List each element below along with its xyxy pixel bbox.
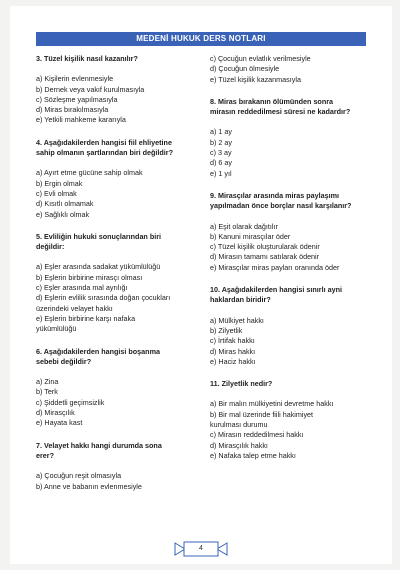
option: kurulması durumu <box>210 420 268 430</box>
question-10: 10. Aşağıdakilerden hangisi sınırlı ayni <box>210 285 342 295</box>
option: c) İrtifak hakkı <box>210 336 255 346</box>
option: a) Çocuğun reşit olmasıyla <box>36 471 122 481</box>
option: b) Zilyetlik <box>210 325 243 335</box>
question-4-cont: sahip olmanın şartlarından biri değildir? <box>36 148 173 158</box>
option: b) Dernek veya vakıf kurulmasıyla <box>36 84 145 94</box>
option: b) 2 ay <box>210 137 232 147</box>
option: a) Mülkiyet hakkı <box>210 315 264 325</box>
option: d) Eşlerin evlilik sırasında doğan çocukları <box>36 293 171 303</box>
option: e) Nafaka talep etme hakkı <box>210 450 296 460</box>
question-5: 5. Evliliğin hukuki sonuçlarından biri <box>36 231 162 241</box>
option: b) Anne ve babanın evlenmesiyle <box>36 481 142 491</box>
option: b) Eşlerin birbirine mirasçı olması <box>36 272 143 282</box>
question-4: 4. Aşağıdakilerden hangisi fiil ehliyetine <box>36 137 172 147</box>
option: d) Kısıtlı olmamak <box>36 199 94 209</box>
option: d) Mirasçılık hakkı <box>210 440 268 450</box>
page-number: 4 <box>199 545 203 552</box>
option: b) Ergin olmak <box>36 178 83 188</box>
option: a) Ayırt etme gücüne sahip olmak <box>36 168 143 178</box>
option: a) 1 ay <box>210 127 232 137</box>
option: e) 1 yıl <box>210 168 232 178</box>
question-6: 6. Aşağıdakilerden hangisi boşanma <box>36 346 160 356</box>
question-8-cont: mirasın reddedilmesi süresi ne kadardır? <box>210 107 351 117</box>
question-8: 8. Miras bırakanın ölümünden sonra <box>210 96 334 106</box>
option: e) Yetkili mahkeme kararıyla <box>36 115 126 125</box>
page-number-badge <box>173 541 229 557</box>
option: d) Mirasın tamamı satılarak ödenir <box>210 252 320 262</box>
option: d) Miras hakkı <box>210 346 256 356</box>
question-11: 11. Zilyetlik nedir? <box>210 379 273 389</box>
option: üzerindeki velayet hakkı <box>36 303 113 313</box>
option: e) Hayata kast <box>36 418 83 428</box>
question-9-cont: yapılmadan önce borçlar nasıl karşılanır? <box>210 201 352 211</box>
option: e) Mirasçılar miras payları oranında öder <box>210 262 340 272</box>
question-7: 7. Velayet hakkı hangi durumda sona <box>36 440 162 450</box>
option: d) 6 ay <box>210 158 232 168</box>
right-column <box>210 54 370 461</box>
option: c) Mirasın reddedilmesi hakkı <box>210 430 304 440</box>
option: b) Terk <box>36 387 58 397</box>
question-10-cont: haklardan biridir? <box>210 295 271 305</box>
option: d) Mirasçılık <box>36 408 75 418</box>
option: b) Bir mal üzerinde fiili hakimiyet <box>210 409 314 419</box>
document-page <box>10 6 392 564</box>
option: e) Sağlıklı olmak <box>36 209 90 219</box>
option: yükümlülüğü <box>36 324 77 334</box>
option: c) Sözleşme yapılmasıyla <box>36 94 118 104</box>
option: c) Şiddetli geçimsizlik <box>36 397 105 407</box>
page-title: MEDENİ HUKUK DERS NOTLARI <box>36 32 366 46</box>
option: a) Bir malın mülkiyetini devretme hakkı <box>210 399 334 409</box>
option: d) Çocuğun ölmesiyle <box>210 64 280 74</box>
option: a) Eşler arasında sadakat yükümlülüğü <box>36 262 161 272</box>
left-column <box>36 54 196 492</box>
option: c) Çocuğun evlatlık verilmesiyle <box>210 54 311 63</box>
question-7-cont: erer? <box>36 450 54 460</box>
option: a) Eşit olarak dağıtılır <box>210 221 278 231</box>
option: a) Zina <box>36 377 59 387</box>
option: c) Tüzel kişilik oluşturularak ödenir <box>210 242 320 252</box>
option: a) Kişilerin evlenmesiyle <box>36 74 114 84</box>
option: d) Miras bırakılmasıyla <box>36 105 109 115</box>
option: b) Kanuni mirasçılar öder <box>210 231 291 241</box>
option: c) 3 ay <box>210 148 232 158</box>
option: c) Evli olmak <box>36 188 77 198</box>
option: e) Eşlerin birbirine karşı nafaka <box>36 313 136 323</box>
question-5-cont: değildir: <box>36 242 65 252</box>
question-6-cont: sebebi değildir? <box>36 356 92 366</box>
option: c) Eşler arasında mal ayrılığı <box>36 283 128 293</box>
option: e) Haciz hakkı <box>210 356 256 366</box>
question-9: 9. Mirasçılar arasında miras paylaşımı <box>210 190 340 200</box>
option: e) Tüzel kişilik kazanmasıyla <box>210 74 301 84</box>
question-3: 3. Tüzel kişilik nasıl kazanılır? <box>36 54 138 63</box>
